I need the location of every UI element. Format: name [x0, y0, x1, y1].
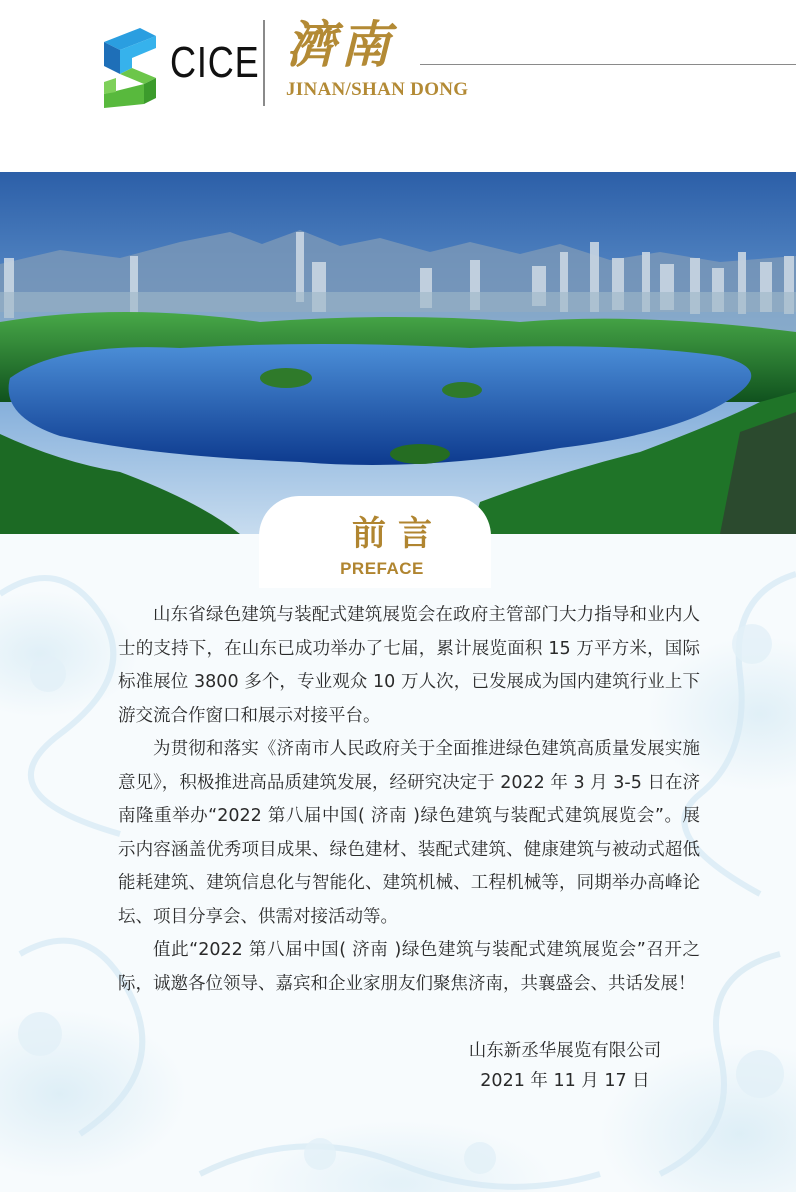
preface-title: 前言: [352, 514, 444, 554]
city-name-english: JINAN/SHAN DONG: [286, 79, 469, 100]
header: [0, 0, 796, 170]
preface-body: [118, 599, 700, 1001]
signature-company: 山东新丞华展览有限公司: [468, 1041, 662, 1061]
signature-block: [440, 1036, 690, 1096]
preface-paragraph-1: 山东省绿色建筑与装配式建筑展览会在政府主管部门大力指导和业内人士的支持下，在山东已成功举办了七届，累计展览面积 15 万平方米，国际标准展位 3800 多个，专业观众 10 万人次，已发展成为国内建筑行业上下游交流合作窗口和展示对接平台。: [118, 605, 700, 726]
header-divider: [263, 20, 265, 106]
preface-subtitle: PREFACE: [340, 559, 424, 578]
logo-text: CICE: [170, 38, 260, 87]
preface-paragraph-3: 值此“2022 第八届中国( 济南 )绿色建筑与装配式建筑展览会”召开之际，诚邀各位领导、嘉宾和企业家朋友们聚焦济南，共襄盛会、共话发展！: [118, 940, 700, 994]
signature-date: 2021 年 11 月 17 日: [480, 1071, 650, 1091]
header-rule: [420, 64, 796, 65]
panorama-illustration: [0, 172, 796, 534]
city-panorama-photo: [0, 172, 796, 534]
city-name-chinese: 濟南: [286, 15, 394, 74]
preface-paragraph-2: 为贯彻和落实《济南市人民政府关于全面推进绿色建筑高质量发展实施意见》，积极推进高品质建筑发展，经研究决定于 2022 年 3 月 3-5 日在济南隆重举办“2022 第八届中国( 济南 )绿色建筑与装配式建筑展览会”。展示内容涵盖优秀项目成果、绿色建材、装配式建筑、健康建筑与被动式超低能耗建筑、建筑信息化与智能化、建筑机械、工程机械等，同期举办高峰论坛、项目分享会、供需对接活动等。: [118, 739, 700, 927]
cice-logo-icon: [94, 22, 166, 110]
